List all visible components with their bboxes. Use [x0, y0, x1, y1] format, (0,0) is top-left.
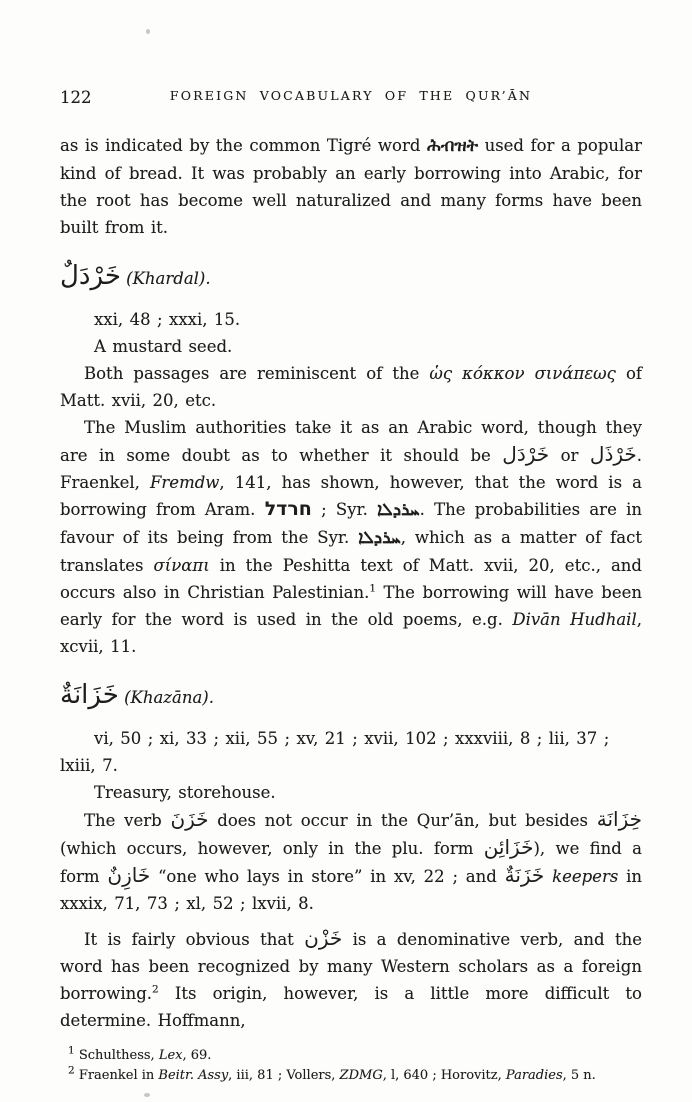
- verse-references-khazana: vi, 50 ; xi, 33 ; xii, 55 ; xv, 21 ; xvii, 102 ; xxxviii, 8 ; lii, 37 ; lxiii, 7.: [60, 729, 610, 775]
- page-content: [60, 88, 642, 1086]
- paragraph-verb-forms: The verb خَزَنَ does not occur in the Qur’ān, but besides خِزَانَة (which occurs, however, only in the plu. form خَزَائِن), we find a form خَازِنٌ “one who lays in store” in xv, 22 ; and خَزَنَةٌ keepers in xxxix, 71, 73 ; xl, 52 ; lxvii, 8.: [60, 807, 643, 913]
- footnotes: [60, 1046, 642, 1086]
- entry-khardal: [60, 253, 642, 660]
- paragraph-etymology-khardal: The Muslim authorities take it as an Arabic word, though they are in some doubt as to whether it should be خَرْدَل or خَرْذَل. Fraenkel, Fremdw, 141, has shown, however, that the word is a borrowing from Aram. חרדל ; Syr. ܚܪܕܠܐ. The probabilities are in favour of its being from the Syr. ܚܪܕܠܐ, which as a matter of fact translates σίναπι in the Peshitta text of Matt. xvii, 20, etc., and occurs also in Christian Palestinian.$^1$ The borrowing will have been early for the word is used in the old poems, e.g. Divān Hudhail, xcvii, 11.: [60, 418, 643, 656]
- paragraph-greek-parallel: Both passages are reminiscent of the ὡς κόκκον σινάπεως of Matt. xvii, 20, etc.: [60, 364, 642, 410]
- intro-paragraph: as is indicated by the common Tigré word ሕብዝት used for a popular kind of bread. It was probably an early borrowing into Arabic, for the root has become well naturalized and many forms have been built from it.: [60, 136, 643, 237]
- page-header: [60, 88, 642, 108]
- footnote-1: $^1$ Schulthess, Lex, 69.: [68, 1044, 212, 1063]
- running-head: FOREIGN VOCABULARY OF THE QUR’ĀN: [169, 88, 533, 103]
- page-number: 122: [60, 88, 92, 107]
- gloss-khardal: A mustard seed.: [94, 337, 233, 356]
- entry-khazana: [60, 672, 642, 1034]
- scan-speck: [144, 1093, 150, 1097]
- entry-headword-khazana: خَزَانَةٌ (Khazāna).: [60, 680, 214, 710]
- footnote-2: $^2$ Fraenkel in Beitr. Assy, iii, 81 ; Vollers, ZDMG, l, 640 ; Horovitz, Paradies, 5 n.: [68, 1064, 596, 1083]
- gloss-khazana: Treasury, storehouse.: [94, 783, 276, 802]
- paragraph-denominative: It is fairly obvious that خَزْن is a denominative verb, and the word has been recognized by many Western scholars as a foreign borrowing.$^2$ Its origin, however, is a little more difficult to determine. Hoffmann,: [60, 926, 642, 1030]
- verse-references-khardal: xxi, 48 ; xxxi, 15.: [94, 310, 241, 329]
- scan-speck: [146, 29, 150, 34]
- entry-headword-khardal: خَرْدَلٌ (Khardal).: [60, 261, 211, 291]
